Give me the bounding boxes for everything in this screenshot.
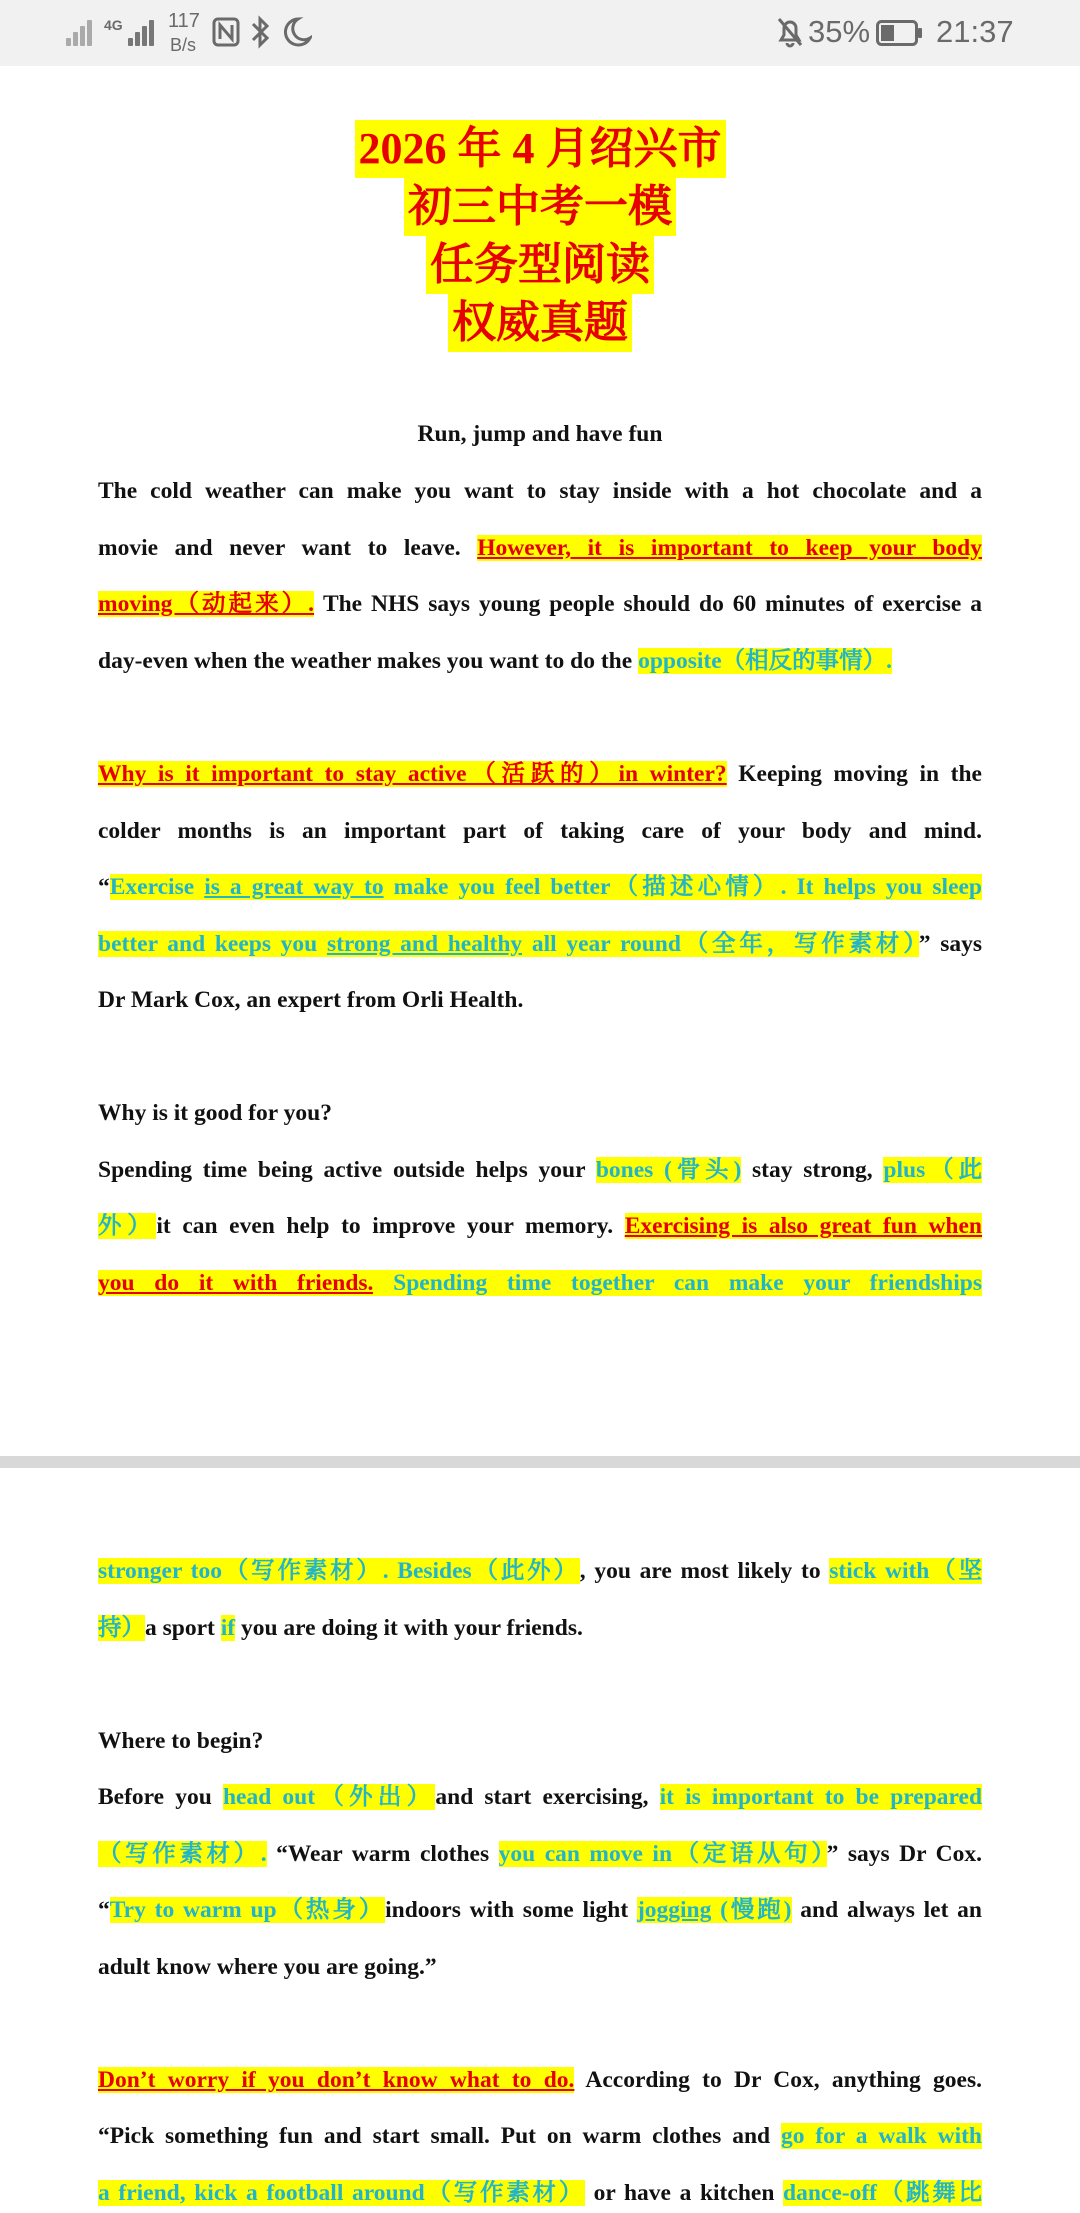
signal-4g-icon: [118, 16, 158, 46]
p3-line-1: Spending time being active outside helps your bones (骨头) stay strong, plus（此: [98, 1157, 982, 1183]
title-line-2: 初三中考一模: [404, 178, 676, 236]
p3-line-2: 外）it can even help to improve your memory. Exercising is also great fun when: [98, 1213, 983, 1239]
page-separator: [0, 1456, 1080, 1468]
key-sentence: Why is it important to stay active（活跃的）in winter?: [98, 761, 727, 787]
bell-muted-icon: [776, 16, 804, 48]
key-sentence: Don’t worry if you don’t know what to do.: [98, 2067, 575, 2093]
p3-heading: Why is it good for you?: [98, 1100, 332, 1126]
article-title: Run, jump and have fun: [417, 421, 663, 447]
battery-icon: [876, 20, 922, 46]
p5-line-3: “Try to warm up（热身）indoors with some light jogging (慢跑) and always let an: [98, 1897, 982, 1923]
p6-line-1: Don’t worry if you don’t know what to do. According to Dr Cox, anything goes.: [98, 2067, 982, 2093]
p5-heading: Where to begin?: [98, 1728, 264, 1754]
p2-line-1: Why is it important to stay active（活跃的）in winter? Keeping moving in the: [98, 761, 982, 787]
p5-line-1: Before you head out（外出）and start exercising, it is important to be prepared: [98, 1784, 983, 1810]
title-line-3: 任务型阅读: [426, 236, 654, 294]
p2-line-5: Dr Mark Cox, an expert from Orli Health.: [98, 987, 524, 1013]
p4-line-1: stronger too（写作素材）. Besides（此外）, you are most likely to stick with（坚: [98, 1558, 982, 1584]
article-body: [98, 66, 982, 1456]
title-line-4: 权威真题: [448, 294, 632, 352]
document-page-1: [0, 66, 1080, 1456]
vocab-highlight: opposite（相反的事情）.: [638, 648, 893, 674]
p2-line-3: “Exercise is a great way to make you feel better（描述心情）. It helps you sleep: [98, 874, 983, 900]
p2-line-2: colder months is an important part of taking care of your body and mind.: [98, 818, 982, 844]
nfc-icon: [212, 17, 240, 47]
p1-line-3: moving（动起来）. The NHS says young people should do 60 minutes of exercise a: [98, 591, 982, 617]
p4-line-2: 持）a sport if you are doing it with your friends.: [98, 1615, 583, 1641]
p6-line-3: a friend, kick a football around（写作素材） or have a kitchen dance-off（跳舞比: [98, 2180, 982, 2206]
key-sentence: However, it is important to keep your body: [477, 535, 983, 561]
moon-icon: [282, 16, 312, 48]
battery-percent: 35%: [808, 14, 871, 49]
article-body-continued: [98, 1468, 982, 2204]
p1-line-4: day-even when the weather makes you want to do the opposite（相反的事情）.: [98, 648, 893, 674]
document-page-2: [0, 1468, 1080, 2204]
network-speed-unit: B/s: [170, 35, 197, 55]
signal-icon: [66, 16, 96, 46]
p5-line-4: adult know where you are going.”: [98, 1954, 437, 1980]
clock: 21:37: [936, 14, 1014, 49]
p1-line-2: movie and never want to leave. However, it is important to keep your body: [98, 535, 983, 561]
status-bar: [0, 0, 1080, 66]
title-line-1: 2026 年 4 月绍兴市: [355, 120, 726, 178]
p3-line-3: you do it with friends. Spending time together can make your friendships: [98, 1270, 982, 1296]
p2-line-4: better and keeps you strong and healthy all year round（全年，写作素材）” says: [98, 931, 982, 957]
p1-line-1: The cold weather can make you want to stay inside with a hot chocolate and a: [98, 478, 982, 504]
p6-line-2: “Pick something fun and start small. Put on warm clothes and go for a walk with: [98, 2123, 982, 2149]
network-type: 4G: [104, 17, 123, 33]
bluetooth-icon: [250, 15, 272, 49]
p5-line-2: （写作素材）. “Wear warm clothes you can move in（定语从句）” says Dr Cox.: [98, 1841, 982, 1867]
network-speed-value: 117: [168, 10, 200, 32]
